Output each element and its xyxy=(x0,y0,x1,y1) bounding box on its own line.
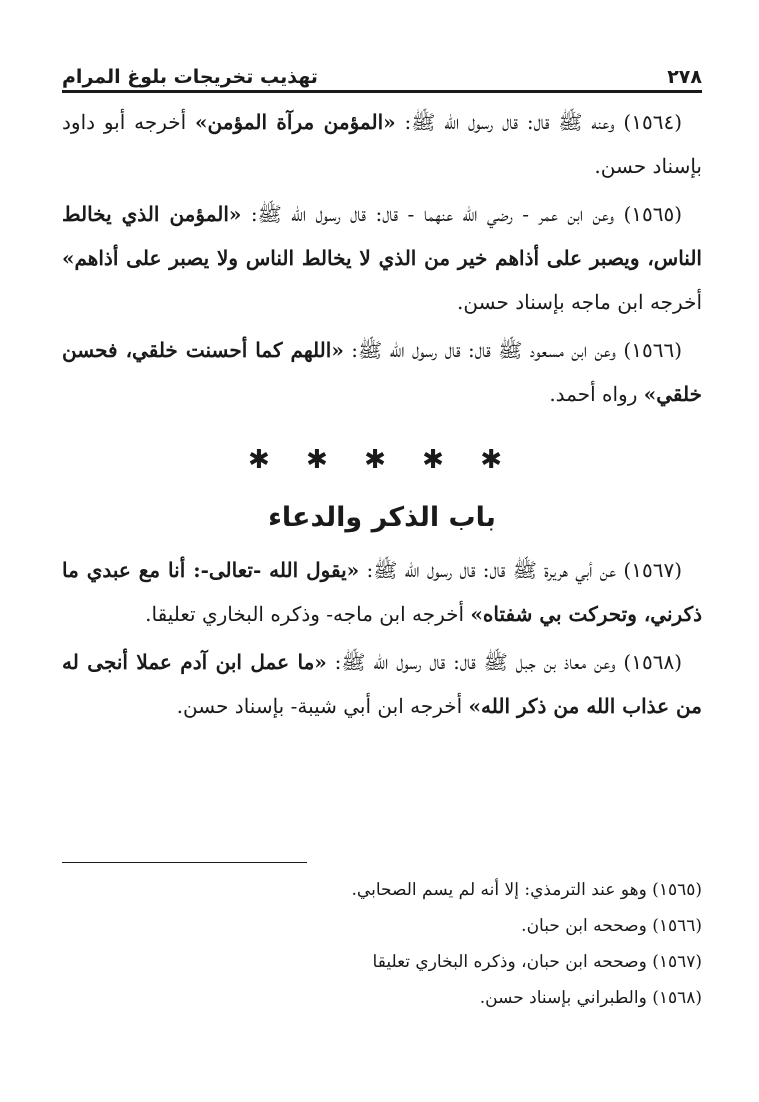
footnotes xyxy=(62,872,702,1016)
hadith-text: «اللهم كما أحسنت خلقي، فحسن خلقي» xyxy=(62,338,702,406)
hadith-text: «ما عمل ابن آدم عملا أنجى له من عذاب الله من ذكر الله» xyxy=(62,650,702,718)
hadith-1567 xyxy=(62,548,702,636)
footnote-rule xyxy=(62,862,307,863)
footnote-1568: (١٥٦٨) والطبراني بإسناد حسن. xyxy=(479,988,702,1008)
hadith-number: (١٥٦٧) xyxy=(623,558,683,582)
hadith-number: (١٥٦٥) xyxy=(623,202,683,226)
hadith-1565 xyxy=(62,192,702,324)
footnote-1566: (١٥٦٦) وصححه ابن حبان. xyxy=(521,916,702,936)
page-header xyxy=(62,58,702,88)
page-number: ٢٧٨ xyxy=(667,66,702,88)
footnote-1565: (١٥٦٥) وهو عند الترمذي: إلا أنه لم يسم الصحابي. xyxy=(351,880,702,900)
hadith-text: «المؤمن الذي يخالط الناس، ويصبر على أذاهم خير من الذي لا يخالط الناس ولا يصبر على أذاهم» xyxy=(62,202,702,270)
hadith-1568 xyxy=(62,640,702,728)
hadith-text: «يقول الله -تعالى-: أنا مع عبدي ما ذكرني، وتحركت بي شفتاه» xyxy=(62,558,702,626)
hadith-takhrij: أخرجه ابن أبي شيبة- بإسناد حسن. xyxy=(176,694,463,718)
hadith-takhrij: أخرجه أبو داود بإسناد حسن. xyxy=(62,110,702,178)
chapter-title: باب الذكر والدعاء xyxy=(268,502,496,533)
header-rule xyxy=(62,90,702,93)
hadith-1564 xyxy=(62,100,702,188)
hadith-number: (١٥٦٨) xyxy=(623,650,683,674)
hadith-takhrij: رواه أحمد. xyxy=(549,382,638,406)
hadith-takhrij: أخرجه ابن ماجه بإسناد حسن. xyxy=(457,290,702,314)
hadith-number: (١٥٦٦) xyxy=(623,338,683,362)
footnote-1567: (١٥٦٧) وصححه ابن حبان، وذكره البخاري تعليقا xyxy=(372,952,702,972)
page-body xyxy=(62,100,702,732)
hadith-1566 xyxy=(62,328,702,416)
hadith-number: (١٥٦٤) xyxy=(623,110,682,134)
hadith-narration: عن أبي هريرة ﷺ قال: قال رسول الله ﷺ: xyxy=(366,558,617,582)
hadith-narration: وعن ابن عمر - رضي الله عنهما - قال: قال رسول الله ﷺ: xyxy=(250,202,615,226)
hadith-text: «المؤمن مرآة المؤمن» xyxy=(195,110,396,134)
hadith-narration: وعن ابن مسعود ﷺ قال: قال رسول الله ﷺ: xyxy=(351,338,616,362)
hadith-takhrij: أخرجه ابن ماجه- وذكره البخاري تعليقا. xyxy=(145,602,465,626)
section-separator: ✱ ✱ ✱ ✱ ✱ xyxy=(248,445,516,475)
book-title: تهذيب تخريجات بلوغ المرام xyxy=(62,66,318,88)
hadith-narration: وعنه ﷺ قال: قال رسول الله ﷺ: xyxy=(404,110,615,134)
hadith-narration: وعن معاذ بن جبل ﷺ قال: قال رسول الله ﷺ: xyxy=(334,650,616,674)
